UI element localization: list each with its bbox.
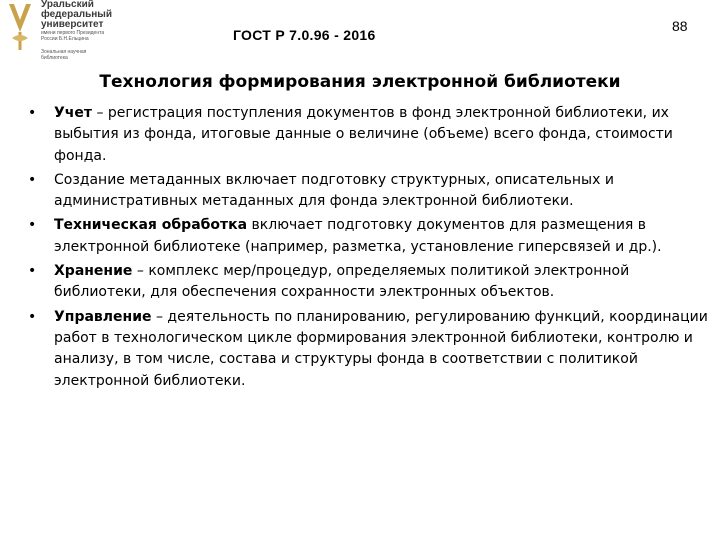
university-emblem-icon (6, 2, 34, 52)
bullet-icon: • (28, 308, 37, 325)
item-text: – регистрация поступления документов в фонд электронной библиотеки, их выбытия из фонда, итоговые данные о величине (объеме) всего фонда, стоимости фонда. (54, 105, 673, 164)
item-term: Хранение (54, 263, 133, 280)
list-item (28, 170, 708, 213)
item-text: включает подготовку документов для размещения в электронной библиотеке (например, разметка, установление гиперсвязей и др.). (54, 217, 662, 255)
bullet-icon: • (28, 171, 37, 188)
university-logo (4, 0, 116, 66)
university-subtitle: имени первого Президента России Б.Н.Ельцина (41, 30, 105, 42)
list-item (28, 307, 708, 392)
bullet-icon: • (28, 105, 37, 121)
university-name: Уральский федеральный университет (41, 0, 112, 30)
item-text: Создание метаданных включает подготовку структурных, описательных и административных метаданных для фонда электронной библиотеки. (54, 171, 614, 210)
library-name: Зональная научная библиотека (41, 49, 87, 61)
bullet-list (28, 103, 708, 395)
bullet-icon: • (28, 263, 37, 280)
standard-reference: ГОСТ Р 7.0.96 - 2016 (233, 27, 376, 43)
list-item (28, 103, 708, 167)
item-text: – деятельность по планированию, регулированию функций, координации работ в технологическом цикле формирования электронной библиотеки, контролю и анализу, в том числе, состава и структуры фонда в соответствии с политикой электронной библиотеки. (54, 308, 708, 389)
list-item (28, 261, 708, 304)
list-item (28, 215, 708, 258)
item-term: Техническая обработка (54, 217, 248, 234)
page-number: 88 (672, 18, 688, 34)
item-text: – комплекс мер/процедур, определяемых политикой электронной библиотеки, для обеспечения сохранности электронных объектов. (54, 263, 630, 301)
item-term: Управление (54, 308, 152, 325)
item-term: Учет (54, 105, 93, 121)
bullet-icon: • (28, 217, 37, 234)
slide-title: Технология формирования электронной библиотеки (99, 72, 621, 92)
